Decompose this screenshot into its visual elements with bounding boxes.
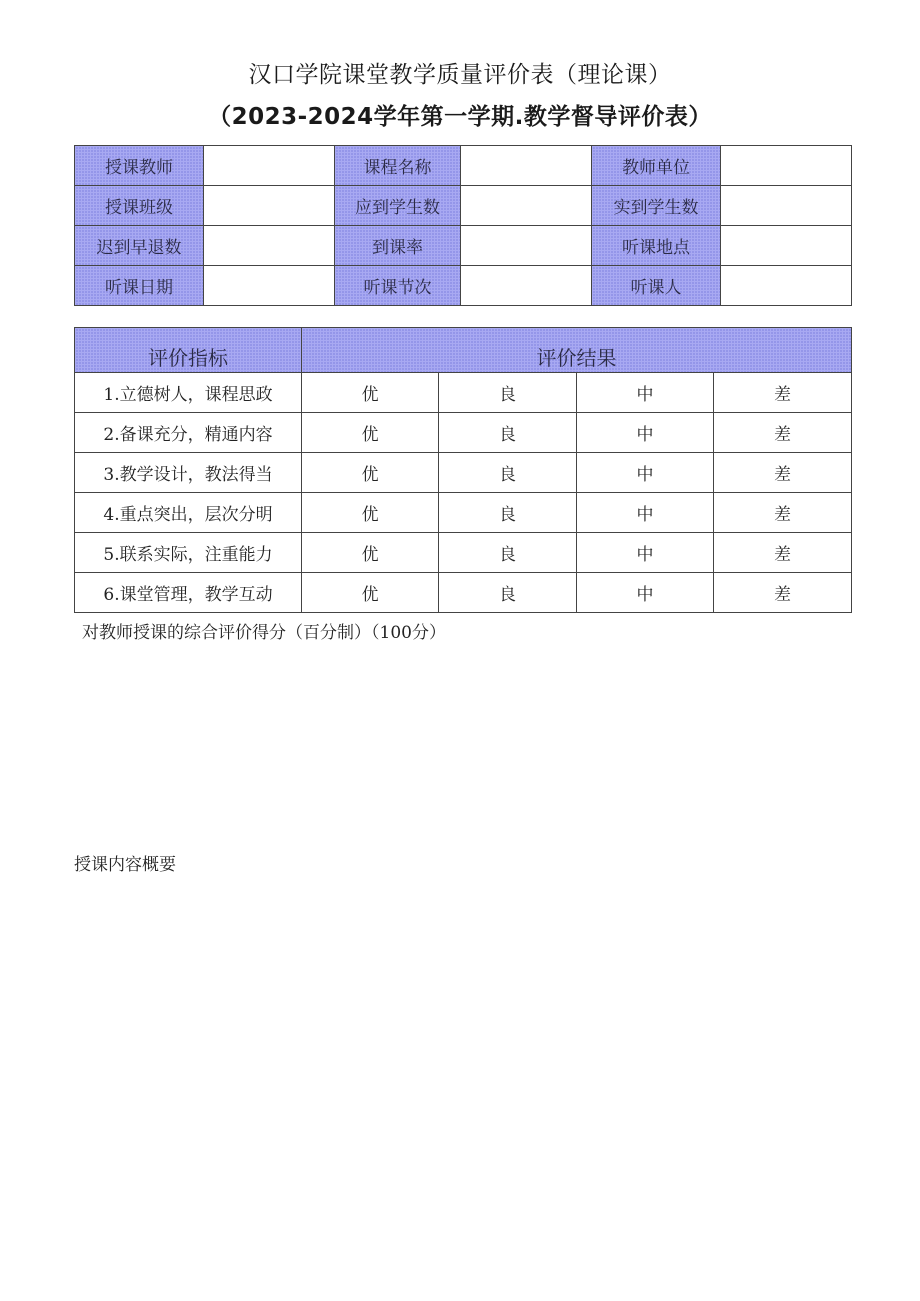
- info-row: [75, 226, 852, 266]
- grade-option-poor[interactable]: 差: [714, 413, 852, 453]
- form-title: 汉口学院课堂教学质量评价表（理论课）: [248, 62, 672, 88]
- evaluation-header-row: [75, 328, 852, 373]
- grade-option-excellent[interactable]: 优: [302, 373, 439, 413]
- grade-option-poor[interactable]: 差: [714, 533, 852, 573]
- grade-option-average[interactable]: 中: [577, 373, 714, 413]
- evaluation-row: [75, 453, 852, 493]
- label-class: 授课班级: [75, 186, 204, 226]
- grade-option-average[interactable]: 中: [577, 533, 714, 573]
- field-teacher-unit[interactable]: [721, 146, 852, 186]
- label-observer: 听课人: [592, 266, 721, 306]
- label-actual-students: 实到学生数: [592, 186, 721, 226]
- evaluation-row: [75, 573, 852, 613]
- grade-option-excellent[interactable]: 优: [302, 493, 439, 533]
- criterion-label: 4.重点突出，层次分明: [75, 493, 302, 533]
- evaluation-row: [75, 493, 852, 533]
- criterion-label: 2.备课充分，精通内容: [75, 413, 302, 453]
- field-attendance-rate[interactable]: [461, 226, 592, 266]
- label-period: 听课节次: [335, 266, 461, 306]
- evaluation-row: [75, 413, 852, 453]
- field-expected-students[interactable]: [461, 186, 592, 226]
- content-summary-label: 授课内容概要: [74, 855, 176, 875]
- label-course-name: 课程名称: [335, 146, 461, 186]
- field-observer[interactable]: [721, 266, 852, 306]
- label-late-early: 迟到早退数: [75, 226, 204, 266]
- label-date: 听课日期: [75, 266, 204, 306]
- grade-option-average[interactable]: 中: [577, 493, 714, 533]
- label-instructor: 授课教师: [75, 146, 204, 186]
- field-instructor[interactable]: [204, 146, 335, 186]
- label-attendance-rate: 到课率: [335, 226, 461, 266]
- evaluation-row: [75, 533, 852, 573]
- info-row: [75, 146, 852, 186]
- form-subtitle: （2023-2024学年第一学期.教学督导评价表）: [208, 104, 712, 130]
- grade-option-good[interactable]: 良: [439, 373, 577, 413]
- info-row: [75, 186, 852, 226]
- grade-option-poor[interactable]: 差: [714, 373, 852, 413]
- info-row: [75, 266, 852, 306]
- header-result: 评价结果: [302, 328, 852, 373]
- evaluation-row: [75, 373, 852, 413]
- evaluation-table: [74, 327, 852, 613]
- grade-option-average[interactable]: 中: [577, 413, 714, 453]
- field-course-name[interactable]: [461, 146, 592, 186]
- grade-option-excellent[interactable]: 优: [302, 573, 439, 613]
- criterion-label: 6.课堂管理，教学互动: [75, 573, 302, 613]
- grade-option-poor[interactable]: 差: [714, 573, 852, 613]
- grade-option-good[interactable]: 良: [439, 533, 577, 573]
- grade-option-excellent[interactable]: 优: [302, 533, 439, 573]
- grade-option-good[interactable]: 良: [439, 573, 577, 613]
- header-indicator: 评价指标: [75, 328, 302, 373]
- criterion-label: 1.立德树人，课程思政: [75, 373, 302, 413]
- label-teacher-unit: 教师单位: [592, 146, 721, 186]
- grade-option-poor[interactable]: 差: [714, 493, 852, 533]
- grade-option-good[interactable]: 良: [439, 413, 577, 453]
- criterion-label: 5.联系实际，注重能力: [75, 533, 302, 573]
- field-class[interactable]: [204, 186, 335, 226]
- grade-option-average[interactable]: 中: [577, 453, 714, 493]
- criterion-label: 3.教学设计，教法得当: [75, 453, 302, 493]
- overall-score-label: 对教师授课的综合评价得分（百分制）（100分）: [82, 623, 446, 643]
- label-expected-students: 应到学生数: [335, 186, 461, 226]
- grade-option-good[interactable]: 良: [439, 453, 577, 493]
- field-date[interactable]: [204, 266, 335, 306]
- course-info-table: [74, 145, 852, 306]
- field-period[interactable]: [461, 266, 592, 306]
- grade-option-excellent[interactable]: 优: [302, 453, 439, 493]
- field-actual-students[interactable]: [721, 186, 852, 226]
- field-location[interactable]: [721, 226, 852, 266]
- grade-option-poor[interactable]: 差: [714, 453, 852, 493]
- grade-option-good[interactable]: 良: [439, 493, 577, 533]
- grade-option-excellent[interactable]: 优: [302, 413, 439, 453]
- label-location: 听课地点: [592, 226, 721, 266]
- grade-option-average[interactable]: 中: [577, 573, 714, 613]
- field-late-early[interactable]: [204, 226, 335, 266]
